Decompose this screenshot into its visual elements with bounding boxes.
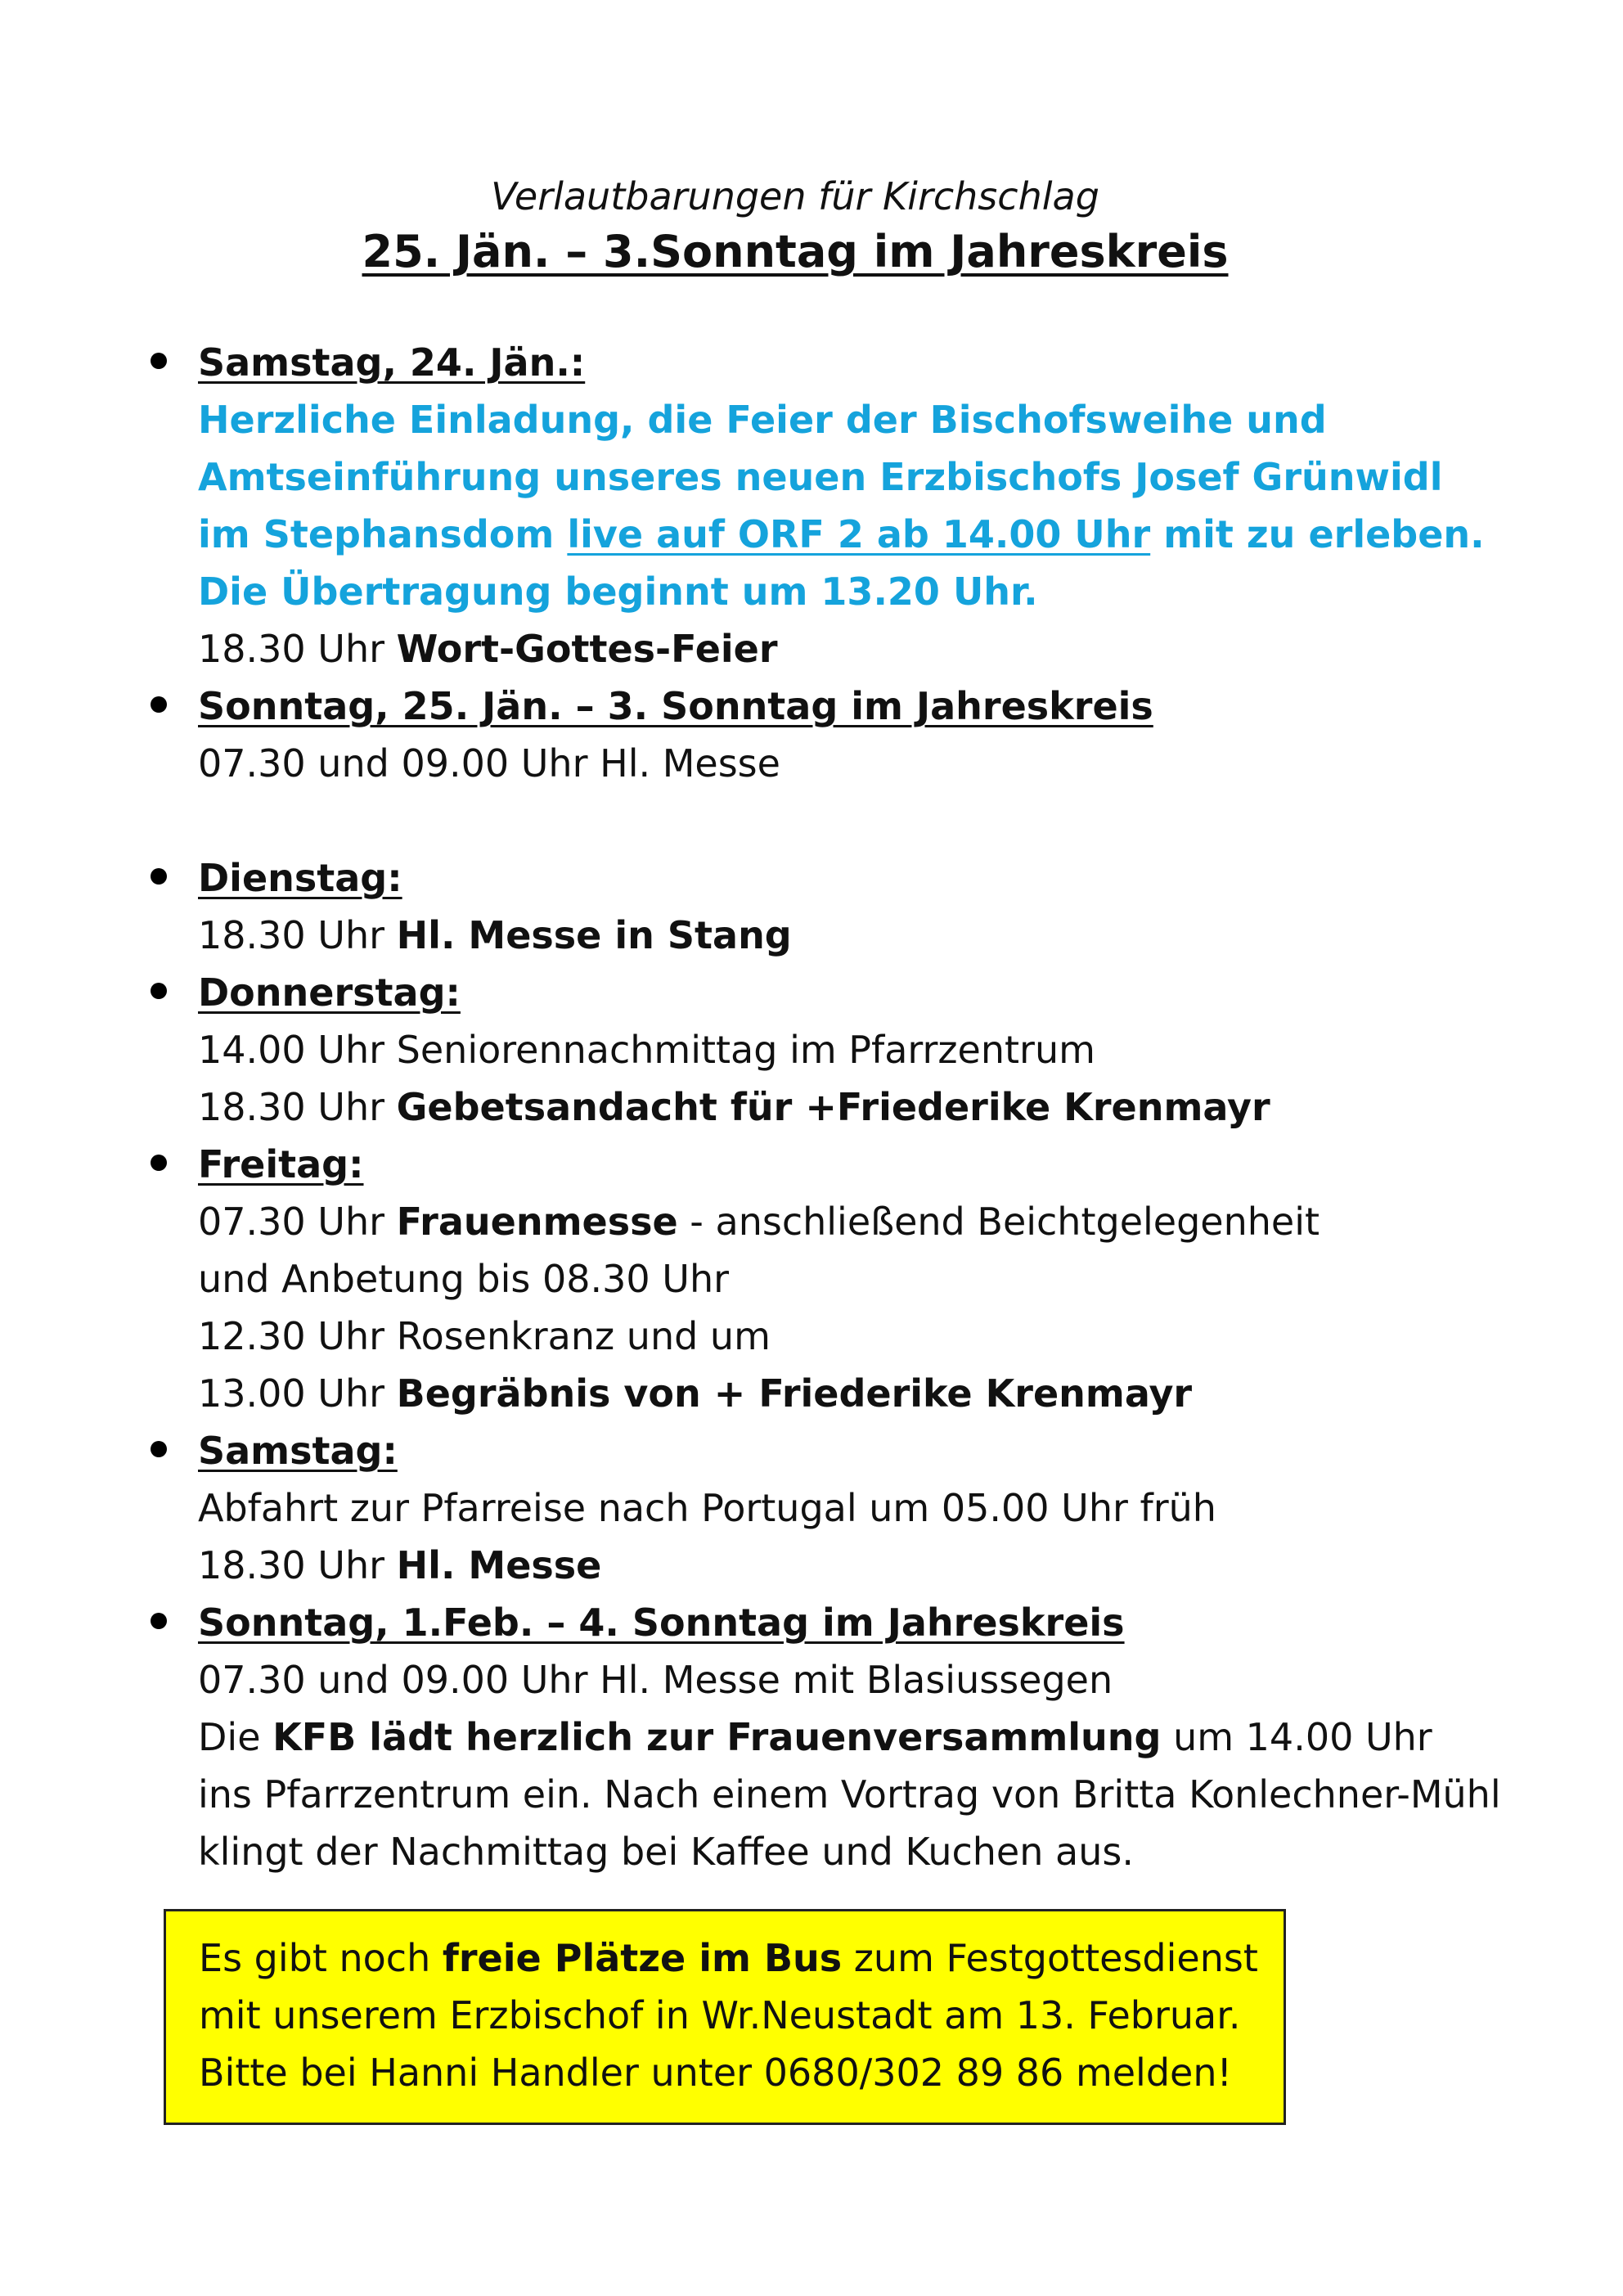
event-line (198, 1078, 1623, 1136)
day-heading: Samstag: (198, 1429, 398, 1473)
event-name: Hl. Messe (396, 1543, 602, 1587)
event-line: klingt der Nachmittag bei Kaffee und Kuchen aus. (198, 1830, 1134, 1874)
title-text: 25. Jän. – 3.Sonntag im Jahreskreis (362, 226, 1229, 277)
invitation-line (198, 506, 1623, 563)
event-name: KFB lädt herzlich zur Frauenversammlung (272, 1715, 1162, 1759)
day-heading: Freitag: (198, 1142, 364, 1186)
event-line: Abfahrt zur Pfarreise nach Portugal um 05.00 Uhr früh (198, 1486, 1216, 1530)
event-line: und Anbetung bis 08.30 Uhr (198, 1257, 730, 1301)
document-title (0, 226, 1590, 278)
list-item-sunday-25 (0, 678, 1623, 792)
event-time: 07.30 Uhr (198, 1200, 397, 1244)
notice-text: zum Festgottesdienst (842, 1936, 1258, 1980)
bullet-icon (151, 696, 167, 713)
event-line (198, 1193, 1623, 1250)
invitation-text: mit zu erleben. (1150, 512, 1485, 556)
event-line: 14.00 Uhr Seniorennachmittag im Pfarrzentrum (198, 1028, 1095, 1072)
event-line: ins Pfarrzentrum ein. Nach einem Vortrag von Britta Konlechner-Mühl (198, 1772, 1501, 1817)
list-item-saturday-31 (0, 1422, 1623, 1594)
event-line: 07.30 und 09.00 Uhr Hl. Messe (198, 741, 780, 786)
invitation-line: Die Übertragung beginnt um 13.20 Uhr. (198, 569, 1038, 614)
list-item-sunday-feb-1 (0, 1594, 1623, 1880)
event-time: 18.30 Uhr (198, 627, 397, 671)
notice-text: Es gibt noch (199, 1936, 443, 1980)
invitation-line: Herzliche Einladung, die Feier der Bischofsweihe und (198, 398, 1327, 442)
event-line: 12.30 Uhr Rosenkranz und um (198, 1314, 771, 1358)
event-name: Gebetsandacht für +Friederike Krenmayr (396, 1085, 1270, 1129)
event-line (198, 1537, 1623, 1594)
bullet-icon (151, 1155, 167, 1171)
event-time: 18.30 Uhr (198, 1543, 397, 1587)
event-line (198, 907, 1623, 964)
event-line (198, 1365, 1623, 1422)
day-heading: Dienstag: (198, 856, 402, 900)
event-time: 13.00 Uhr (198, 1371, 397, 1416)
bus-notice-box (164, 1909, 1286, 2125)
bullet-icon (151, 1613, 167, 1629)
notice-highlight: freie Plätze im Bus (442, 1936, 843, 1980)
invitation-text: im Stephansdom (198, 512, 568, 556)
document-subtitle: Verlautbarungen für Kirchschlag (491, 174, 1099, 218)
event-line (198, 620, 1623, 678)
list-item-thursday (0, 964, 1623, 1136)
day-heading: Sonntag, 25. Jän. – 3. Sonntag im Jahreskreis (198, 684, 1153, 728)
bullet-icon (151, 868, 167, 885)
day-heading: Sonntag, 1.Feb. – 4. Sonntag im Jahreskreis (198, 1600, 1125, 1645)
notice-line (199, 1929, 1284, 1987)
list-item-friday (0, 1136, 1623, 1422)
event-time: 18.30 Uhr (198, 1085, 397, 1129)
list-item-tuesday (0, 849, 1623, 964)
notice-line: mit unserem Erzbischof in Wr.Neustadt am 13. Februar. (199, 1993, 1241, 2037)
event-text: um 14.00 Uhr (1161, 1715, 1432, 1759)
broadcast-info: live auf ORF 2 ab 14.00 Uhr (567, 512, 1151, 556)
bullet-icon (151, 983, 167, 999)
event-time: 18.30 Uhr (198, 913, 397, 957)
bullet-icon (151, 353, 167, 369)
event-name: Hl. Messe in Stang (396, 913, 792, 957)
bullet-icon (151, 1441, 167, 1457)
schedule-list (0, 334, 1623, 1880)
event-name: Begräbnis von + Friederike Krenmayr (396, 1371, 1193, 1416)
day-heading: Samstag, 24. Jän.: (198, 340, 586, 385)
event-detail: - anschließend Beichtgelegenheit (677, 1200, 1320, 1244)
invitation-line: Amtseinführung unseres neuen Erzbischofs Josef Grünwidl (198, 455, 1443, 499)
list-item-saturday-24 (0, 334, 1623, 678)
event-name: Wort-Gottes-Feier (396, 627, 778, 671)
notice-line: Bitte bei Hanni Handler unter 0680/302 89 86 melden! (199, 2051, 1232, 2095)
event-line: 07.30 und 09.00 Uhr Hl. Messe mit Blasiussegen (198, 1658, 1113, 1702)
event-name: Frauenmesse (396, 1200, 678, 1244)
event-line (198, 1708, 1623, 1766)
day-heading: Donnerstag: (198, 970, 461, 1015)
event-text: Die (198, 1715, 273, 1759)
